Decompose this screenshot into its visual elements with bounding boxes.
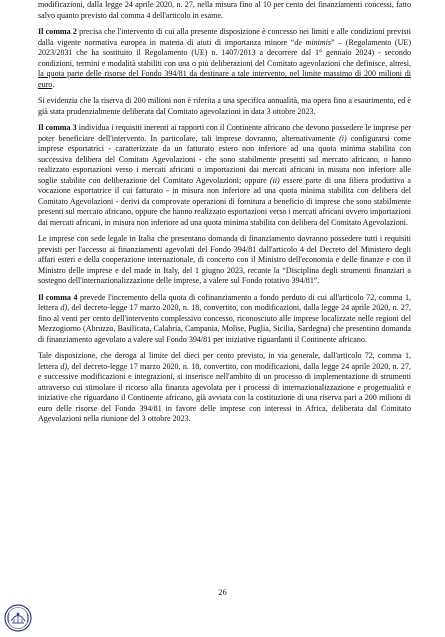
paragraph-text: ” – (Regolamento (UE) 2023/2831 che ha sostituito il Regolamento (UE) n. 1407/2013 a decorrere dal 1° gennaio 2024) - secondo condizioni, termini e modalità stabiliti con una o più deliberazioni del Comitato agevolazioni che definisce, altresì, [38, 37, 412, 68]
italic-term: d) [60, 303, 68, 312]
page-number: 26 [218, 587, 227, 597]
paragraph-text: Si evidenzia che la riserva di 200 milioni non è riferita a una specifica annualità, ma opera fino a esaurimento, ed è già stata prudenzialmente deliberata dal Comitato agevolazioni in data 3 ottobre 2023. [38, 96, 411, 116]
comma-2-heading: Il comma 2 [38, 27, 77, 36]
italic-term: de minimis [294, 37, 332, 47]
underlined-text: la quota parte delle risorse del Fondo 394/81 da destinare a tale intervento, nel limite massimo di 200 milioni di euro [38, 69, 411, 89]
paragraph-text: , del decreto-legge 17 marzo 2020, n. 18, convertito, con modificazioni, dalla legge 24 aprile 2020, n. 27, e successive modificazioni e integrazioni, si inserisce nell'ambito di un processo di implementazione di strumenti attraverso cui stimolare il ricorso alla finanza agevolata per i processi di internazionalizzazione e progettualità e iniziative che riguardano il Continente africano, già avviata con la costituzione di una riserva pari a 200 milioni di euro delle risorse del Fondo 394/81 in favore delle imprese con interessi in Africa, deliberata dal Comitato Agevolazioni nella riunione del 3 ottobre 2023. [38, 361, 411, 423]
comma-4-heading: Il comma 4 [38, 292, 78, 302]
italic-term: (i) [339, 133, 347, 143]
paragraph-comma-3 [38, 123, 411, 228]
paragraph-requirements [38, 234, 411, 287]
paragraph-comma-4 [38, 293, 411, 346]
paragraph-text: precisa che l'intervento di cui alla presente disposizione è concesso nei limiti e alle condizioni previsti dalla vigente normativa europea in materia di aiuti di importanza minore “ [38, 27, 411, 47]
paragraph-text: configurarsi come imprese esportatrici - caratterizzate da un fatturato estero non inferiore ad una quota minima stabilita con successiva delibera del Comitato Agevolazioni - che sono stabilmente presenti sul mercato africano, o hanno realizzato esportazioni verso i mercati africani o importazioni dai mercati africani in misura non inferiore alle soglie stabilite con deliberazione del Comitato Agevolazioni; oppure [38, 133, 411, 185]
paragraph-text: Tale disposizione, che deroga al limite del dieci per cento previsto, in via generale, dall'articolo 72, comma 1, lettera [38, 351, 411, 371]
italic-term: d) [60, 361, 68, 371]
paragraph-text: prevede l'incremento della quota di cofinanziamento a fondo perduto di cui all'articolo 72, comma 1, lettera [38, 292, 411, 312]
paragraph-derogation [38, 351, 411, 425]
paragraph-text: individua i requisiti inerenti ai rapporti con il Continente africano che devono possedere le imprese per poter beneficiare dell'intervento. In particolare, tali imprese dovranno, alternativamente [38, 123, 411, 143]
paragraph-intro-continued [38, 0, 411, 21]
italic-term: (ii) [269, 175, 280, 185]
paragraph-text: . [52, 79, 55, 89]
paragraph-text: , del decreto-legge 17 marzo 2020, n. 18, convertito, con modificazioni, dalla legge 24 aprile 2020, n. 27, fino al venti per cento dell'intervento complessivo concesso, riconosciuto alle imprese localizzate nelle regioni del Mezzogiorno (Abruzzo, Basilicata, Calabria, Campania, Molise, Puglia, Sicilia, Sardegna) che presentino domanda di finanziamento agevolato a valere sul Fondo 394/81 per iniziative riguardanti il Continente africano. [38, 303, 411, 344]
paragraph-comma-2 [38, 27, 411, 90]
comma-3-heading: Il comma 3 [38, 123, 77, 132]
paragraph-text: Le imprese con sede legale in Italia che presentano domanda di finanziamento dovranno possedere tutti i requisiti previsti per l'accesso ai finanziamenti agevolati del Fondo 394/81 dall'articolo 4 del Decreto del Ministero degli affari esteri e della cooperazione internazionale, di concerto con il Ministro dell'economia e delle finanze e con il Ministro delle imprese e del made in Italy, del 1 giugno 2023, recante la “Disciplina degli strumenti finanziari a sostegno dell'internazionalizzazione delle imprese, a valere sul Fondo rotativo 394/81”. [38, 234, 411, 285]
paragraph-reserve-note [38, 96, 411, 117]
document-body [38, 0, 411, 431]
chamber-seal-icon [4, 604, 32, 632]
paragraph-text: modificazioni, dalla legge 24 aprile 2020, n. 27, nella misura fino al 10 per cento dei finanziamenti concessi, fatto salvo quanto previsto dal comma 4 dell'articolo in esame. [38, 0, 411, 20]
paragraph-text: essere parte di una filiera produttiva a vocazione esportatrice il cui fatturato - in misura non inferiore ad una quota minima stabilita con delibera del Comitato Agevolazioni - derivi da comprovate operazioni di fornitura a beneficio di imprese che sono stabilmente presenti sul mercato africano, oppure che hanno realizzato esportazioni verso i mercati africani ovvero importazioni dai mercati africani, in misura non inferiore ad una quota minima stabilita con delibera del Comitato Agevolazioni. [38, 175, 411, 227]
